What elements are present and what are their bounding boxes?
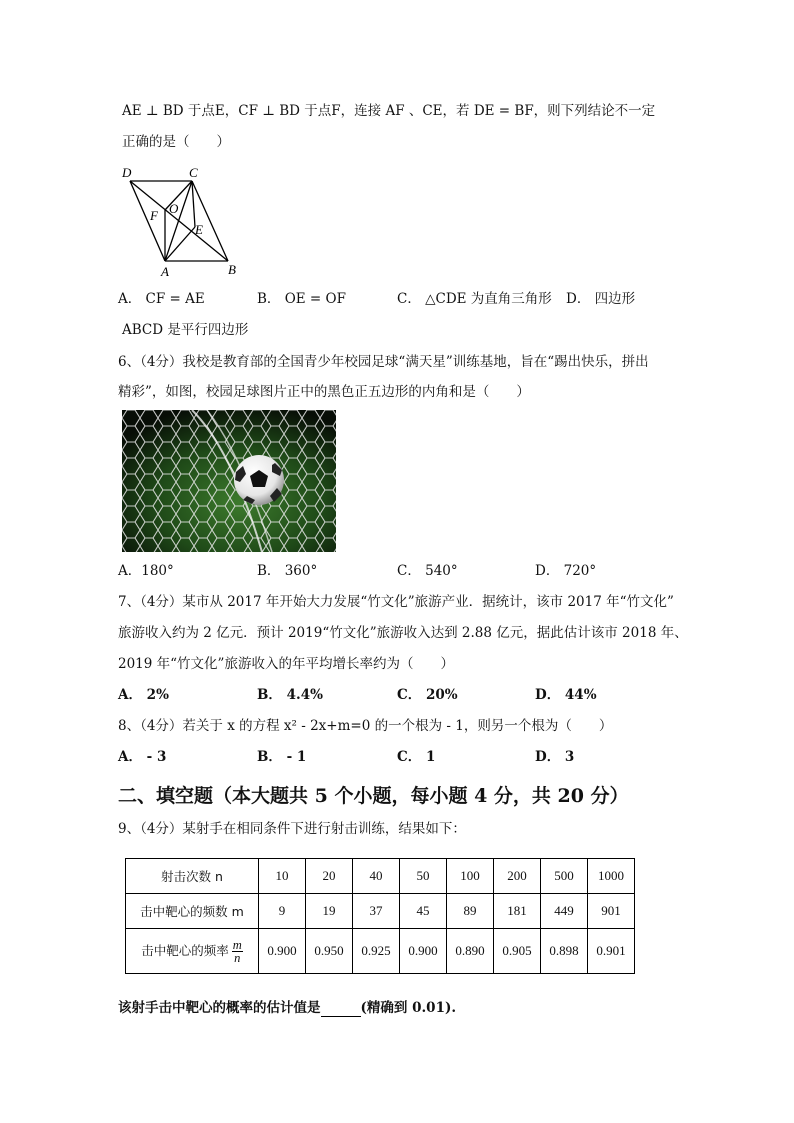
q7-option-c: C． 20% [397,687,458,703]
label-o: O [169,201,179,216]
table-cell: 0.901 [588,929,635,974]
segment-ae [165,227,195,261]
label-d: D [122,165,132,180]
table-cell: 40 [353,859,400,894]
fraction-numerator: m [232,937,242,952]
label-f: F [150,208,158,223]
table-row-frequency [126,929,635,974]
section-heading: 二、填空题（本大题共 5 个小题，每小题 4 分，共 20 分） [118,785,629,807]
q8-stem: 8、（4分）若关于 x 的方程 x² - 2x+m=0 的一个根为 - 1，则另一个根为（ ） [118,718,613,734]
table-cell: 89 [447,894,494,929]
q8-option-c: C． 1 [397,749,436,765]
table-row-shots [126,859,635,894]
table-cell: 0.900 [259,929,306,974]
fraction-denominator: n [234,950,241,965]
table-cell: 181 [494,894,541,929]
edge-ad [130,181,165,261]
table-cell: 10 [259,859,306,894]
q5-option-b: B． OE = OF [257,291,346,307]
fraction-m-over-n [232,939,243,964]
q7-stem-line2: 旅游收入约为 2 亿元．预计 2019“竹文化”旅游收入达到 2.88 亿元，据此估计该市 2018 年、 [118,625,688,641]
q6-stem-line2: 精彩”，如图，校园足球图片正中的黑色正五边形的内角和是（ ） [118,384,530,400]
table-cell: 1000 [588,859,635,894]
row-header-frequency [126,929,259,974]
q9-answer-suffix: (精确到 0.01). [360,1000,457,1016]
table-cell: 20 [306,859,353,894]
table-cell: 100 [447,859,494,894]
q5-stem-line1: AE ⊥ BD 于点E，CF ⊥ BD 于点F，连接 AF 、CE，若 DE = BF，则下列结论不一定 [122,103,656,119]
table-cell: 449 [541,894,588,929]
q6-stem-line1: 6、（4分）我校是教育部的全国青少年校园足球“满天星”训练基地，旨在“踢出快乐，拼出 [118,354,649,370]
row-header-frequency-label: 击中靶心的频率 [141,942,229,958]
shooting-results-table [125,858,635,974]
q5-stem-line2: 正确的是（ ） [122,134,230,150]
label-a: A [161,264,169,279]
q7-stem-line3: 2019 年“竹文化”旅游收入的年平均增长率约为（ ） [118,656,454,672]
row-header-hits: 击中靶心的频数 m [126,894,259,929]
label-e: E [195,222,203,237]
q7-option-b: B． 4.4% [257,687,323,703]
q5-option-c: C． △CDE 为直角三角形 [397,291,552,307]
q8-option-d: D． 3 [535,749,575,765]
table-cell: 45 [400,894,447,929]
q6-option-a: A．180° [118,563,174,579]
table-cell: 0.900 [400,929,447,974]
table-cell: 37 [353,894,400,929]
q5-option-a: A． CF = AE [118,291,205,307]
q5-option-d: D． 四边形 [566,291,636,307]
row-header-shots: 射击次数 n [126,859,259,894]
q8-option-b: B． - 1 [257,749,307,765]
table-cell: 0.890 [447,929,494,974]
table-cell: 200 [494,859,541,894]
table-cell: 500 [541,859,588,894]
table-cell: 901 [588,894,635,929]
q6-option-c: C． 540° [397,563,458,579]
q8-option-a: A． - 3 [118,749,167,765]
q9-answer-line [118,999,456,1017]
table-cell: 0.898 [541,929,588,974]
q7-option-d: D． 44% [535,687,597,703]
table-cell: 0.905 [494,929,541,974]
table-row-hits [126,894,635,929]
answer-blank[interactable] [321,1002,361,1017]
table-cell: 0.950 [306,929,353,974]
q7-option-a: A． 2% [118,687,169,703]
q7-stem-line1: 7、（4分）某市从 2017 年开始大力发展“竹文化”旅游产业．据统计，该市 2017 年“竹文化” [118,594,674,610]
diagonal-ac [165,181,192,261]
q9-stem: 9、（4分）某射手在相同条件下进行射击训练，结果如下： [118,821,466,837]
q6-option-d: D． 720° [535,563,597,579]
q9-answer-prefix: 该射手击中靶心的概率的估计值是 [118,1000,321,1016]
q5-option-d-continued: ABCD 是平行四边形 [122,322,249,338]
table-cell: 0.925 [353,929,400,974]
label-b: B [228,262,236,277]
q6-option-b: B． 360° [257,563,318,579]
table-cell: 9 [259,894,306,929]
label-c: C [189,165,198,180]
edge-cb [192,181,228,261]
soccer-ball-photo [122,410,336,552]
table-cell: 19 [306,894,353,929]
table-cell: 50 [400,859,447,894]
parallelogram-figure [118,164,248,282]
